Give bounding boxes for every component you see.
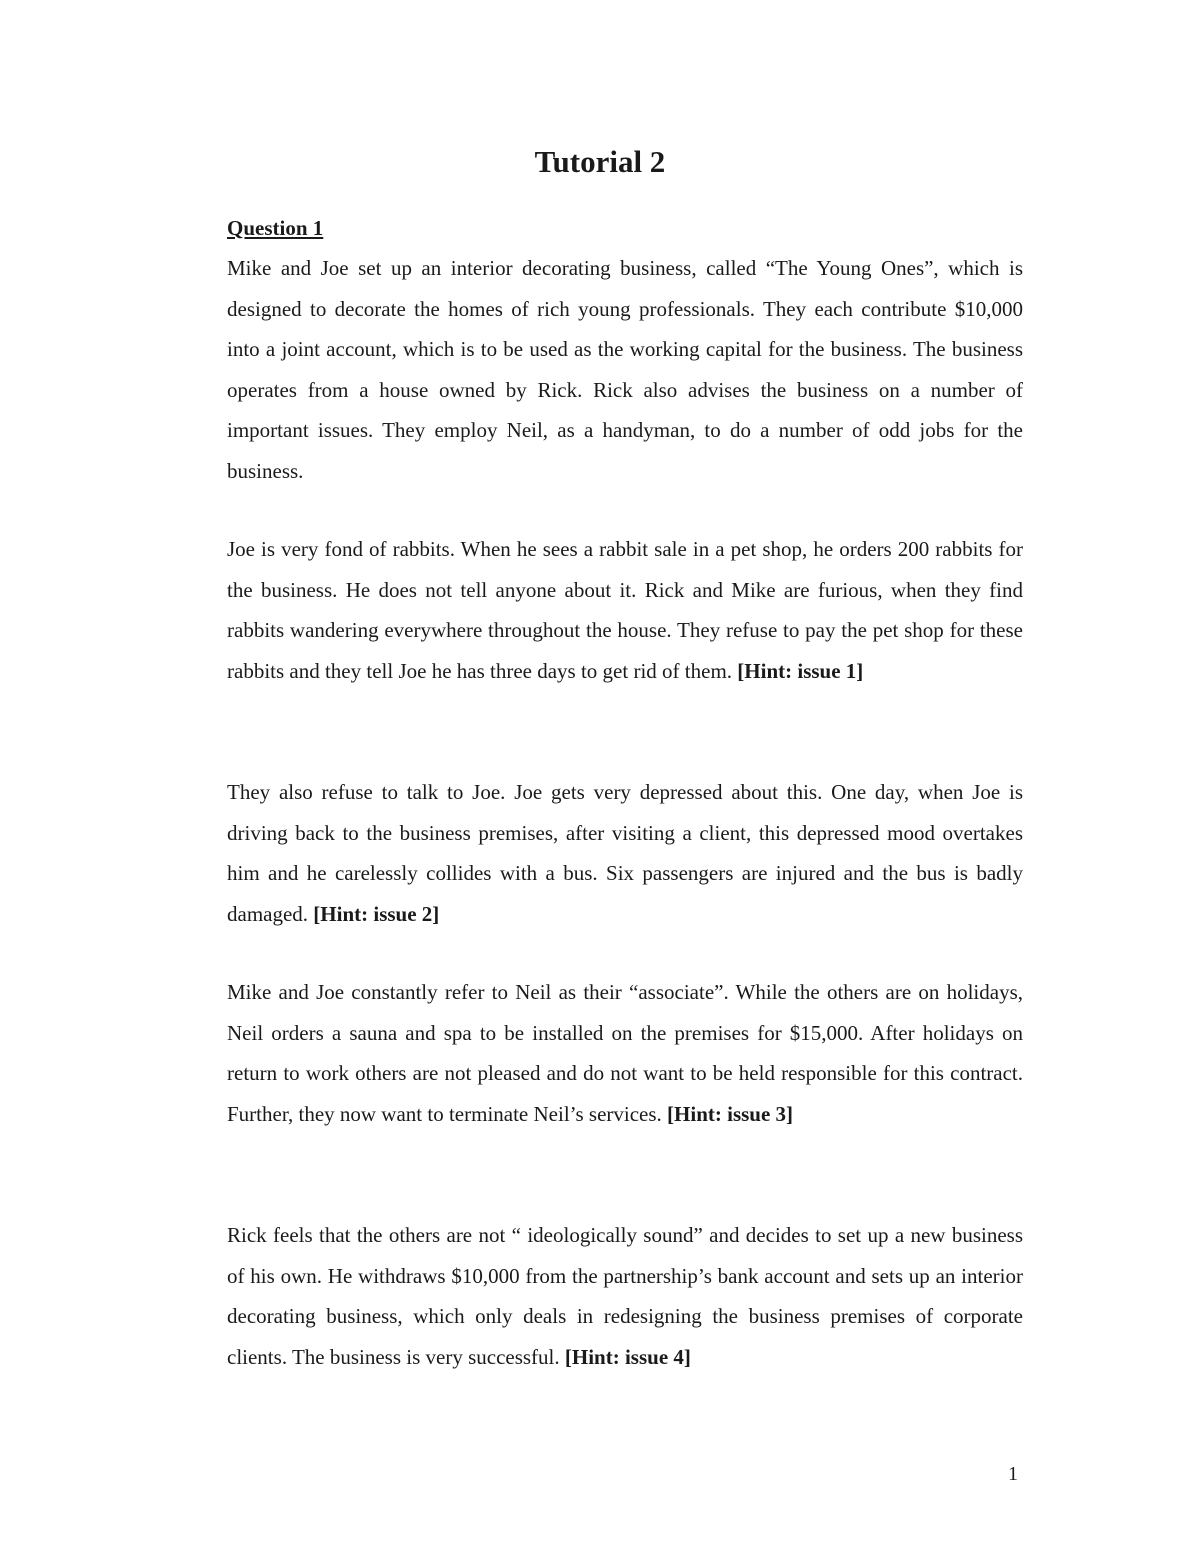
- paragraph-3-hint: [Hint: issue 2]: [313, 901, 440, 926]
- paragraph-5-hint: [Hint: issue 4]: [564, 1344, 691, 1369]
- paragraph-1: [227, 248, 1023, 492]
- paragraph-4-hint: [Hint: issue 3]: [667, 1101, 794, 1126]
- paragraph-4-text: Mike and Joe constantly refer to Neil as their “associate”. While the others are on holidays, Neil orders a sauna and spa to be installed on the premises for $15,000. After holidays on return to work others are not pleased and do not want to be held responsible for this contract. Further, they now want to terminate Neil’s services.: [227, 980, 1023, 1126]
- paragraph-2-text: Joe is very fond of rabbits. When he sees a rabbit sale in a pet shop, he orders 200 rabbits for the business. He does not tell anyone about it. Rick and Mike are furious, when they find rabbits wandering everywhere throughout the house. They refuse to pay the pet shop for these rabbits and they tell Joe he has three days to get rid of them.: [227, 537, 1023, 683]
- page-number: 1: [1008, 1463, 1018, 1485]
- paragraph-5: [227, 1215, 1023, 1377]
- paragraph-3: [227, 772, 1023, 934]
- paragraph-2-hint: [Hint: issue 1]: [737, 658, 864, 683]
- paragraph-4: [227, 972, 1023, 1134]
- paragraph-2: [227, 529, 1023, 691]
- paragraph-5-text: Rick feels that the others are not “ ideologically sound” and decides to set up a new business of his own. He withdraws $10,000 from the partnership’s bank account and sets up an interior decorating business, which only deals in redesigning the business premises of corporate clients. The business is very successful.: [227, 1223, 1023, 1369]
- document-title: Tutorial 2: [534, 144, 666, 179]
- question-heading: Question 1: [227, 216, 324, 240]
- paragraph-1-text: Mike and Joe set up an interior decorating business, called “The Young Ones”, which is designed to decorate the homes of rich young professionals. They each contribute $10,000 into a joint account, which is to be used as the working capital for the business. The business operates from a house owned by Rick. Rick also advises the business on a number of important issues. They employ Neil, as a handyman, to do a number of odd jobs for the business.: [227, 256, 1023, 483]
- paragraph-3-text: They also refuse to talk to Joe. Joe gets very depressed about this. One day, when Joe is driving back to the business premises, after visiting a client, this depressed mood overtakes him and he carelessly collides with a bus. Six passengers are injured and the bus is badly damaged.: [227, 780, 1023, 926]
